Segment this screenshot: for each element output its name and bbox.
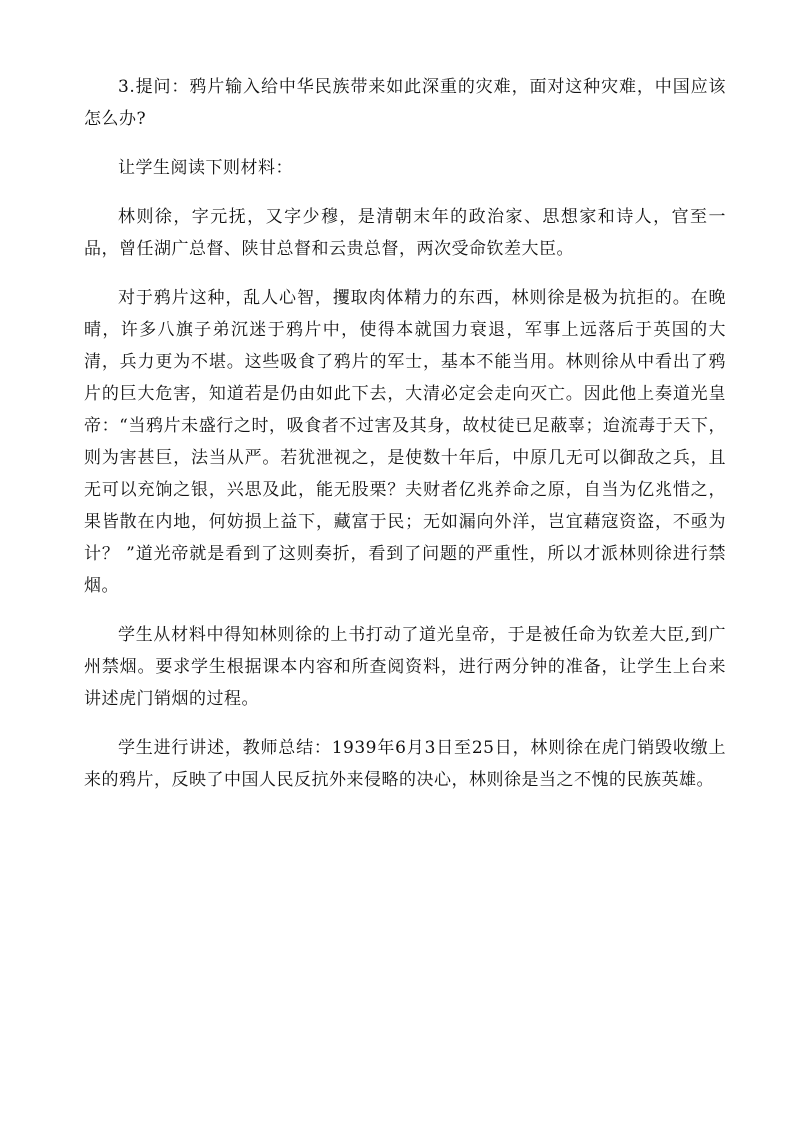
paragraph-instruction: 让学生阅读下则材料： (118, 158, 293, 178)
document-page (84, 71, 726, 813)
paragraph-activity: 学生从材料中得知林则徐的上书打动了道光皇帝，于是被任命为钦差大臣,到广州禁烟。要求学生根据课本内容和所查阅资料，进行两分钟的准备，让学生上台来讲述虎门销烟的过程。 (84, 625, 726, 709)
paragraph-summary: 学生进行讲述，教师总结：1939年6月3日至25日，林则徐在虎门销毁收缴上来的鸦片，反映了中国人民反抗外来侵略的决心，林则徐是当之不愧的民族英雄。 (84, 738, 726, 790)
paragraph-question: 3.提问：鸦片输入给中华民族带来如此深重的灾难，面对这种灾难，中国应该怎么办? (84, 77, 726, 129)
paragraph-memorial: 对于鸦片这种，乱人心智，攫取肉体精力的东西，林则徐是极为抗拒的。在晚晴，许多八旗子弟沉迷于鸦片中，使得本就国力衰退，军事上远落后于英国的大清，兵力更为不堪。这些吸食了鸦片的军士，基本不能当用。林则徐从中看出了鸦片的巨大危害，知道若是仍由如此下去，大清必定会走向灭亡。因此他上奏道光皇帝：“当鸦片未盛行之时，吸食者不过害及其身，故杖徒已足蔽辜；迨流毒于天下，则为害甚巨，法当从严。若犹泄视之，是使数十年后，中原几无可以御敌之兵，且无可以充饷之银，兴思及此，能无股栗？夫财者亿兆养命之原，自当为亿兆惜之，果皆散在内地，何妨损上益下，藏富于民；无如漏向外洋，岂宜藉寇资盗，不亟为计？ ”道光帝就是看到了这则奏折，看到了问题的严重性，所以才派林则徐进行禁烟。 (84, 288, 726, 596)
paragraph-biography: 林则徐，字元抚，又字少穆，是清朝末年的政治家、思想家和诗人，官至一品，曾任湖广总督、陕甘总督和云贵总督，两次受命钦差大臣。 (84, 207, 726, 259)
